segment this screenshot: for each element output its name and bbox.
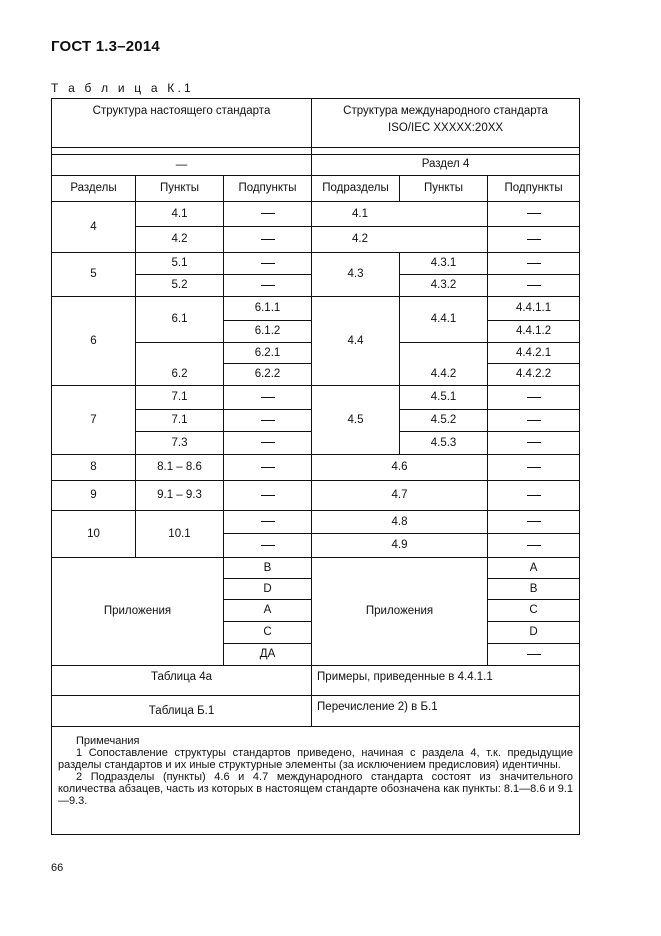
header-international-line2: ISO/IEC XXXXX:20XX [388, 121, 504, 134]
cell-annex: B [488, 579, 580, 600]
cell-intl: 4.8 [312, 511, 488, 534]
cell-clause: 5.2 [136, 275, 224, 297]
cell-section: 6 [52, 297, 136, 386]
cell-intl: 4.7 [312, 481, 488, 511]
header-international [312, 99, 580, 148]
cell-annex: D [488, 622, 580, 644]
dash-mark [261, 263, 275, 264]
dash-mark [527, 467, 541, 468]
dash-mark [261, 521, 275, 522]
cell-dash [224, 534, 312, 558]
dash-mark [527, 397, 541, 398]
cell-annex: D [224, 579, 312, 600]
cell-intl: 4.4.1 [400, 297, 488, 343]
correspondence-table [51, 98, 580, 835]
cell-dash [488, 202, 580, 227]
dash-mark [261, 239, 275, 240]
cell-intl: 4.4.2.1 [488, 343, 580, 364]
cell-clause: 8.1 – 8.6 [136, 455, 224, 481]
dash-mark [261, 285, 275, 286]
table-caption: Т а б л и ц а К.1 [51, 81, 194, 95]
cell-intl: 4.4.2.2 [488, 364, 580, 386]
dash-mark [261, 420, 275, 421]
cell-dash [224, 432, 312, 455]
cell-annex-left: Приложения [52, 558, 224, 666]
dash-mark [261, 467, 275, 468]
dash-mark [527, 213, 541, 214]
cell-intl: 4.3.1 [400, 253, 488, 275]
cell-annex: A [224, 600, 312, 622]
dash-mark [261, 495, 275, 496]
cell-intl: 4.4.1.2 [488, 321, 580, 343]
dash-mark [527, 420, 541, 421]
cell-intl: 4.5.2 [400, 410, 488, 432]
cell-section: 9 [52, 481, 136, 511]
cell-intl: 4.3 [312, 253, 400, 297]
cell-clause: 5.1 [136, 253, 224, 275]
cell-section: 8 [52, 455, 136, 481]
cell-dash [224, 253, 312, 275]
cell-annex: A [488, 558, 580, 579]
cell-intl: 4.9 [312, 534, 488, 558]
cell-intl: 4.3.2 [400, 275, 488, 297]
cell-subclause: 6.1.1 [224, 297, 312, 321]
subheader-podrazdely: Подразделы [312, 176, 400, 202]
cell-dash [488, 410, 580, 432]
cell-clause: 7.1 [136, 410, 224, 432]
note-1: 1 Сопоставление структуры стандартов приведено, начиная с раздела 4, т.к. предыдущие разделы стандартов и их иные структурные элементы (за исключением предисловия) идентичны. [58, 747, 574, 772]
cell-annex-right: Приложения [312, 558, 488, 666]
cell-intl: 4.6 [312, 455, 488, 481]
cell-dash [488, 275, 580, 297]
cell-intl: 4.5.3 [400, 432, 488, 455]
cell-clause: 7.1 [136, 386, 224, 410]
header-international-line1: Структура международного стандарта [343, 105, 548, 117]
subheader-punkty-intl: Пункты [400, 176, 488, 202]
cell-intl: 4.4.2 [400, 343, 488, 386]
notes-block [52, 727, 580, 835]
section-left: — [52, 155, 312, 176]
dash-mark [527, 521, 541, 522]
cell-dash [224, 227, 312, 253]
cell-dash [224, 386, 312, 410]
dash-mark [261, 213, 275, 214]
subheader-punkty: Пункты [136, 176, 224, 202]
cell-dash [224, 275, 312, 297]
notes-title: Примечания [76, 735, 140, 747]
cell-intl: 4.5.1 [400, 386, 488, 410]
cell-subclause: 6.2.2 [224, 364, 312, 386]
cell-dash [224, 511, 312, 534]
cell-dash [224, 481, 312, 511]
cell-annex: C [224, 622, 312, 644]
cell-clause: 7.3 [136, 432, 224, 455]
dash-mark [527, 239, 541, 240]
subheader-razdely: Разделы [52, 176, 136, 202]
cell-dash [488, 534, 580, 558]
dash-mark [527, 545, 541, 546]
cell-clause: 9.1 – 9.3 [136, 481, 224, 511]
dash-mark [527, 285, 541, 286]
cell-dash [224, 410, 312, 432]
dash-mark [261, 545, 275, 546]
dash-mark [527, 263, 541, 264]
dash-mark [261, 442, 275, 443]
cell-annex: B [224, 558, 312, 579]
cell-intl: 4.4.1.1 [488, 297, 580, 321]
gap-cell [312, 148, 580, 155]
cell-dash [488, 432, 580, 455]
note-2: 2 Подразделы (пункты) 4.6 и 4.7 международного стандарта состоят из значительного количества абзацев, часть из которых в настоящем стандарте обозначена как пункты: 8.1—8.6 и 9.1—9.3. [58, 771, 574, 808]
dash-mark [527, 495, 541, 496]
cell-tableB1: Таблица Б.1 [52, 696, 312, 727]
cell-intl: 4.5 [312, 386, 400, 455]
dash-mark [261, 397, 275, 398]
cell-section: 10 [52, 511, 136, 558]
dash-mark [527, 442, 541, 443]
cell-dash [488, 481, 580, 511]
cell-dash [488, 227, 580, 253]
document-header: ГОСТ 1.3–2014 [51, 38, 160, 55]
cell-clause: 10.1 [136, 511, 224, 558]
cell-clause: 4.2 [136, 227, 224, 253]
subheader-podpunkty: Подпункты [224, 176, 312, 202]
cell-subclause: 6.2.1 [224, 343, 312, 364]
cell-table4a: Таблица 4а [52, 666, 312, 696]
cell-dash [224, 455, 312, 481]
cell-dash [488, 644, 580, 666]
cell-annex: C [488, 600, 580, 622]
gap-cell [52, 148, 312, 155]
cell-clause: 6.1 [136, 297, 224, 343]
cell-intl: 4.1 [312, 202, 488, 227]
cell-dash [488, 386, 580, 410]
cell-enumeration: Перечисление 2) в Б.1 [312, 696, 580, 727]
cell-examples: Примеры, приведенные в 4.4.1.1 [312, 666, 580, 696]
cell-dash [488, 253, 580, 275]
cell-dash [488, 455, 580, 481]
cell-clause: 6.2 [136, 343, 224, 386]
section-right: Раздел 4 [312, 155, 580, 176]
cell-intl: 4.4 [312, 297, 400, 386]
subheader-podpunkty-intl: Подпункты [488, 176, 580, 202]
cell-annex: ДА [224, 644, 312, 666]
dash-mark [527, 654, 541, 655]
page-number: 66 [51, 862, 64, 874]
cell-section: 4 [52, 202, 136, 253]
cell-section: 7 [52, 386, 136, 455]
cell-section: 5 [52, 253, 136, 297]
header-national: Структура настоящего стандарта [52, 99, 312, 148]
cell-dash [224, 202, 312, 227]
cell-subclause: 6.1.2 [224, 321, 312, 343]
cell-clause: 4.1 [136, 202, 224, 227]
cell-intl: 4.2 [312, 227, 488, 253]
cell-dash [488, 511, 580, 534]
